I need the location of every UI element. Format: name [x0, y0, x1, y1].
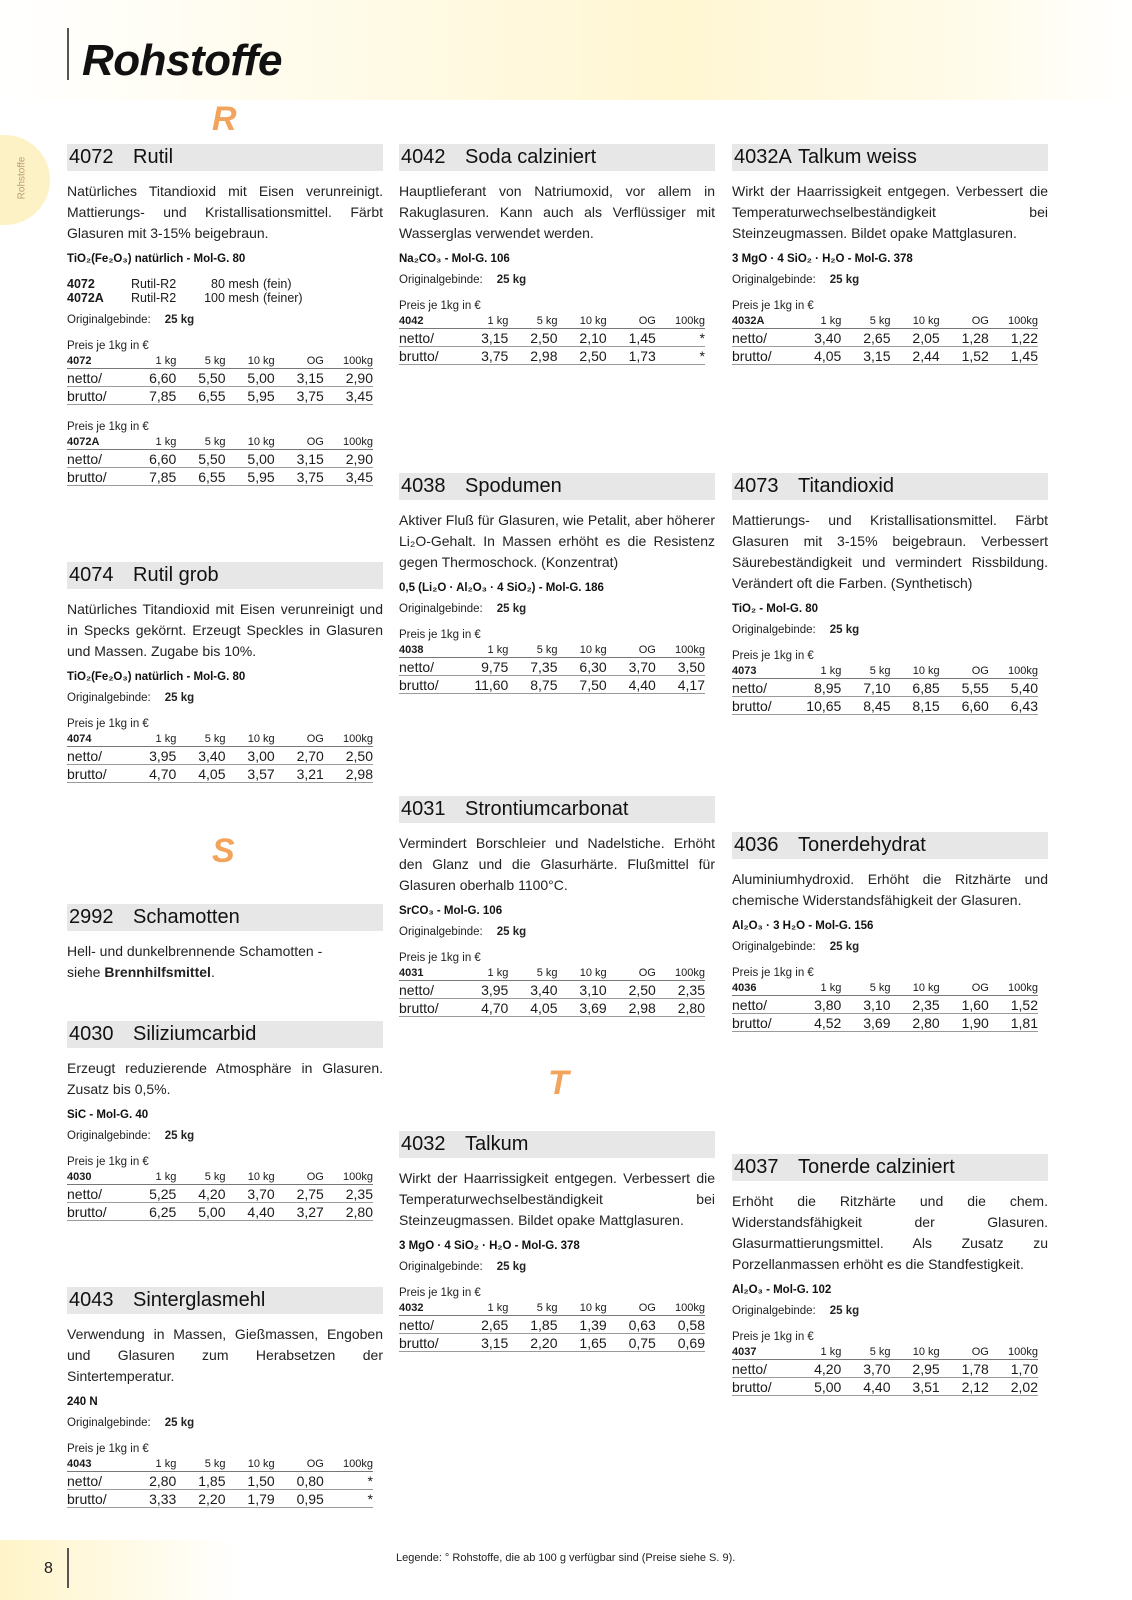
- product-description: Erhöht die Ritzhärte und die chem. Widerstandsfähigkeit der Glasuren. Glasurmattierungsmittel. Als Zusatz zu Porzellanmassen erhöht es die Standfestigkeit.: [732, 1193, 1048, 1272]
- product-formula: SrCO₃ - Mol-G. 106: [399, 905, 503, 917]
- price-label: Preis je 1kg in €: [399, 1287, 481, 1299]
- footer-band: [0, 1540, 240, 1600]
- product-code: 4032: [401, 1133, 446, 1155]
- product-description: Aktiver Fluß für Glasuren, wie Petalit, aber höherer Li₂O-Gehalt. In Massen erhöht es die Resistenz gegen Thermoschock. (Konzentrat): [399, 512, 715, 570]
- netto-row: netto/ 5,25 4,20 3,70 2,75 2,35: [67, 1185, 373, 1202]
- price-label: Preis je 1kg in €: [732, 967, 814, 979]
- package-size: Originalgebinde: 25 kg: [399, 274, 527, 286]
- product-header: [67, 562, 383, 589]
- brutto-row: brutto/ 3,75 2,98 2,50 1,73 *: [399, 347, 705, 364]
- netto-row: netto/ 6,60 5,50 5,00 3,15 2,90: [67, 369, 373, 386]
- price-label: Preis je 1kg in €: [399, 629, 481, 641]
- product-header: [67, 144, 383, 171]
- product-header: [67, 904, 383, 931]
- product-code: 4031: [401, 798, 446, 820]
- product-formula: 0,5 (Li₂O · Al₂O₃ · 4 SiO₂) - Mol-G. 186: [399, 582, 604, 594]
- product-formula: TiO₂(Fe₂O₃) natürlich - Mol-G. 80: [67, 671, 246, 683]
- price-label: Preis je 1kg in €: [732, 650, 814, 662]
- section-letter-r: R: [212, 100, 237, 138]
- netto-row: netto/ 3,80 3,10 2,35 1,60 1,52: [732, 996, 1038, 1013]
- product-name: Siliziumcarbid: [133, 1023, 257, 1045]
- product-formula: TiO₂ - Mol-G. 80: [732, 603, 819, 615]
- legend: Legende: ° Rohstoffe, die ab 100 g verfügbar sind (Preise siehe S. 9).: [396, 1552, 736, 1564]
- product-name: Tonerde calziniert: [798, 1156, 955, 1178]
- brutto-row: brutto/ 3,33 2,20 1,79 0,95 *: [67, 1490, 373, 1507]
- price-label: Preis je 1kg in €: [732, 1331, 814, 1343]
- product-formula: Na₂CO₃ - Mol-G. 106: [399, 253, 510, 265]
- product-code: 4073: [734, 475, 779, 497]
- netto-row: netto/ 8,95 7,10 6,85 5,55 5,40: [732, 679, 1038, 696]
- product-name: Titandioxid: [798, 475, 894, 497]
- product-description: Hauptlieferant von Natriumoxid, vor allem in Rakuglasuren. Kann auch als Verflüssiger mit Wasserglas verwendet werden.: [399, 183, 715, 241]
- brutto-row: brutto/ 7,85 6,55 5,95 3,75 3,45: [67, 468, 373, 485]
- product-code: 4030: [69, 1023, 114, 1045]
- package-size: Originalgebinde: 25 kg: [67, 1130, 195, 1142]
- section-letter-s: S: [212, 832, 235, 870]
- price-table: 4032A 1 kg 5 kg 10 kg OG 100kg netto/ 3,40 2,65 2,05 1,28 1,22 brutto/ 4,05 3,15 2,44 1,52 1,45: [732, 315, 1038, 364]
- product-talkum-weiss: [732, 144, 1048, 365]
- product-code: 2992: [69, 906, 114, 928]
- product-formula: 3 MgO · 4 SiO₂ · H₂O - Mol-G. 378: [399, 1240, 580, 1252]
- product-code: 4042: [401, 146, 446, 168]
- product-header: [399, 144, 715, 171]
- price-label: Preis je 1kg in €: [399, 300, 481, 312]
- price-label: Preis je 1kg in €: [67, 1156, 149, 1168]
- product-code: 4032A: [734, 146, 792, 168]
- variant-row: 4072A Rutil-R2 100 mesh (feiner): [67, 291, 303, 305]
- product-header: [399, 473, 715, 500]
- price-label: Preis je 1kg in €: [67, 421, 149, 433]
- product-siliziumcarbid: [67, 1021, 383, 1221]
- product-description: Natürliches Titandioxid mit Eisen verunreinigt. Mattierungs- und Kristallisationsmittel. Färbt Glasuren mit 3-15% beigebraun.: [67, 183, 383, 241]
- price-table: 4032 1 kg 5 kg 10 kg OG 100kg netto/ 2,65 1,85 1,39 0,63 0,58 brutto/ 3,15 2,20 1,65 0,75 0,69: [399, 1302, 705, 1351]
- product-tonerdehydrat: [732, 832, 1048, 1032]
- price-table: 4036 1 kg 5 kg 10 kg OG 100kg netto/ 3,80 3,10 2,35 1,60 1,52 brutto/ 4,52 3,69 2,80 1,90 1,81: [732, 982, 1038, 1031]
- product-description: Wirkt der Haarrissigkeit entgegen. Verbessert die Temperaturwechselbeständigkeit bei Steinzeugmassen. Bildet opake Mattglasuren.: [732, 183, 1048, 241]
- section-letter-t: T: [548, 1064, 569, 1102]
- product-header: [732, 832, 1048, 859]
- product-name: Tonerdehydrat: [798, 834, 926, 856]
- product-description: Erzeugt reduzierende Atmosphäre in Glasuren. Zusatz bis 0,5%.: [67, 1060, 383, 1097]
- package-size: Originalgebinde: 25 kg: [732, 624, 860, 636]
- brutto-row: brutto/ 10,65 8,45 8,15 6,60 6,43: [732, 697, 1038, 714]
- product-name: Rutil grob: [133, 564, 219, 586]
- product-code: 4036: [734, 834, 779, 856]
- package-size: Originalgebinde: 25 kg: [732, 941, 860, 953]
- product-name: Rutil: [133, 146, 174, 168]
- product-code: 4072: [69, 146, 114, 168]
- price-label: Preis je 1kg in €: [732, 300, 814, 312]
- product-description: Hell- und dunkelbrennende Schamotten - siehe Brennhilfsmittel.: [67, 943, 323, 980]
- product-formula: Al₂O₃ · 3 H₂O - Mol-G. 156: [732, 920, 874, 932]
- netto-row: netto/ 9,75 7,35 6,30 3,70 3,50: [399, 658, 705, 675]
- netto-row: netto/ 2,80 1,85 1,50 0,80 *: [67, 1472, 373, 1489]
- side-tab-label: Rohstoffe: [16, 156, 28, 200]
- variant-list: [67, 277, 383, 305]
- product-formula: SiC - Mol-G. 40: [67, 1109, 149, 1121]
- product-name: Strontiumcarbonat: [465, 798, 629, 820]
- netto-row: netto/ 3,95 3,40 3,10 2,50 2,35: [399, 981, 705, 998]
- netto-row: netto/ 4,20 3,70 2,95 1,78 1,70: [732, 1360, 1038, 1377]
- brutto-row: brutto/ 5,00 4,40 3,51 2,12 2,02: [732, 1378, 1038, 1395]
- product-header: [732, 1154, 1048, 1181]
- product-header: [399, 1131, 715, 1158]
- product-header: [67, 1021, 383, 1048]
- price-label: Preis je 1kg in €: [399, 952, 481, 964]
- product-spodumen: [399, 473, 715, 694]
- product-description: Verwendung in Massen, Gießmassen, Engoben und Glasuren zum Herabsetzen der Sintertemperatur.: [67, 1326, 383, 1384]
- product-talkum: [399, 1131, 715, 1352]
- package-size: Originalgebinde: 25 kg: [399, 603, 527, 615]
- page-number: 8: [44, 1560, 53, 1577]
- package-size: Originalgebinde: 25 kg: [67, 1417, 195, 1429]
- product-name: Talkum weiss: [798, 146, 917, 168]
- product-code: 4037: [734, 1156, 779, 1178]
- product-code: 4074: [69, 564, 114, 586]
- product-schamotten: [67, 904, 383, 983]
- price-table: 4074 1 kg 5 kg 10 kg OG 100kg netto/ 3,95 3,40 3,00 2,70 2,50 brutto/ 4,70 4,05 3,57 3,21 2,98: [67, 733, 373, 782]
- product-soda-calziniert: [399, 144, 715, 365]
- package-size: Originalgebinde: 25 kg: [67, 314, 195, 326]
- product-name: Sinterglasmehl: [133, 1289, 266, 1311]
- brennhilfsmittel-link[interactable]: Brennhilfsmittel: [104, 964, 211, 980]
- product-description: Wirkt der Haarrissigkeit entgegen. Verbessert die Temperaturwechselbeständigkeit bei Steinzeugmassen. Bildet opake Mattglasuren.: [399, 1170, 715, 1228]
- page-title: Rohstoffe: [82, 36, 283, 85]
- netto-row: netto/ 2,65 1,85 1,39 0,63 0,58: [399, 1316, 705, 1333]
- product-name: Soda calziniert: [465, 146, 597, 168]
- product-tonerde-calziniert: [732, 1154, 1048, 1396]
- product-formula: TiO₂(Fe₂O₃) natürlich - Mol-G. 80: [67, 253, 246, 265]
- product-code: 4043: [69, 1289, 114, 1311]
- product-description: Mattierungs- und Kristallisationsmittel. Färbt Glasuren mit 3-15% beigebraun. Verbessert Säurebeständigkeit und vermindert Rissbildung. Verändert oft die Farben. (Synthetisch): [732, 512, 1048, 591]
- price-table: 4042 1 kg 5 kg 10 kg OG 100kg netto/ 3,15 2,50 2,10 1,45 * brutto/ 3,75 2,98 2,50 1,73 *: [399, 315, 705, 364]
- price-table: 4031 1 kg 5 kg 10 kg OG 100kg netto/ 3,95 3,40 3,10 2,50 2,35 brutto/ 4,70 4,05 3,69 2,98 2,80: [399, 967, 705, 1016]
- product-header: [67, 1287, 383, 1314]
- product-rutil: [67, 144, 383, 486]
- product-formula: 3 MgO · 4 SiO₂ · H₂O - Mol-G. 378: [732, 253, 913, 265]
- brutto-row: brutto/ 7,85 6,55 5,95 3,75 3,45: [67, 387, 373, 404]
- product-header: [399, 796, 715, 823]
- netto-row: netto/ 3,95 3,40 3,00 2,70 2,50: [67, 747, 373, 764]
- product-name: Schamotten: [133, 906, 240, 928]
- price-label: Preis je 1kg in €: [67, 718, 149, 730]
- brutto-row: brutto/ 4,70 4,05 3,57 3,21 2,98: [67, 765, 373, 782]
- price-table: 4030 1 kg 5 kg 10 kg OG 100kg netto/ 5,25 4,20 3,70 2,75 2,35 brutto/ 6,25 5,00 4,40 3,27 2,80: [67, 1171, 373, 1220]
- page-number-rule: [67, 1548, 69, 1588]
- variant-row: 4072 Rutil-R2 80 mesh (fein): [67, 277, 292, 291]
- package-size: Originalgebinde: 25 kg: [732, 274, 860, 286]
- brutto-row: brutto/ 6,25 5,00 4,40 3,27 2,80: [67, 1203, 373, 1220]
- price-label: Preis je 1kg in €: [67, 340, 149, 352]
- product-header: [732, 144, 1048, 171]
- brutto-row: brutto/ 4,70 4,05 3,69 2,98 2,80: [399, 999, 705, 1016]
- netto-row: netto/ 3,15 2,50 2,10 1,45 *: [399, 329, 705, 346]
- product-name: Spodumen: [465, 475, 562, 497]
- price-table: 4072A 1 kg 5 kg 10 kg OG 100kg netto/ 6,60 5,50 5,00 3,15 2,90 brutto/ 7,85 6,55 5,95 3,75 3,45: [67, 436, 373, 485]
- package-size: Originalgebinde: 25 kg: [732, 1305, 860, 1317]
- product-code: 4038: [401, 475, 446, 497]
- product-name: Talkum: [465, 1133, 529, 1155]
- package-size: Originalgebinde: 25 kg: [399, 926, 527, 938]
- price-table: 4072 1 kg 5 kg 10 kg OG 100kg netto/ 6,60 5,50 5,00 3,15 2,90 brutto/ 7,85 6,55 5,95 3,75 3,45: [67, 355, 373, 404]
- product-sinterglasmehl: [67, 1287, 383, 1508]
- price-table: 4043 1 kg 5 kg 10 kg OG 100kg netto/ 2,80 1,85 1,50 0,80 * brutto/ 3,33 2,20 1,79 0,95 *: [67, 1458, 373, 1507]
- package-size: Originalgebinde: 25 kg: [399, 1261, 527, 1273]
- product-description: Natürliches Titandioxid mit Eisen verunreinigt und in Specks gekörnt. Erzeugt Speckles in Glasuren und Massen. Zugabe bis 10%.: [67, 601, 383, 659]
- product-formula: 240 N: [67, 1396, 98, 1408]
- brutto-row: brutto/ 11,60 8,75 7,50 4,40 4,17: [399, 676, 705, 693]
- netto-row: netto/ 6,60 5,50 5,00 3,15 2,90: [67, 450, 373, 467]
- product-header: [732, 473, 1048, 500]
- product-description: Aluminiumhydroxid. Erhöht die Ritzhärte und chemische Widerstandsfähigkeit der Glasuren.: [732, 871, 1048, 908]
- package-size: Originalgebinde: 25 kg: [67, 692, 195, 704]
- price-table: 4073 1 kg 5 kg 10 kg OG 100kg netto/ 8,95 7,10 6,85 5,55 5,40 brutto/ 10,65 8,45 8,15 6,60 6,43: [732, 665, 1038, 714]
- price-label: Preis je 1kg in €: [67, 1443, 149, 1455]
- brutto-row: brutto/ 4,05 3,15 2,44 1,52 1,45: [732, 347, 1038, 364]
- product-rutil-grob: [67, 562, 383, 783]
- product-description: Vermindert Borschleier und Nadelstiche. Erhöht den Glanz und die Glasurhärte. Flußmittel für Glasuren oberhalb 1100°C.: [399, 835, 715, 893]
- price-table: 4037 1 kg 5 kg 10 kg OG 100kg netto/ 4,20 3,70 2,95 1,78 1,70 brutto/ 5,00 4,40 3,51 2,12 2,02: [732, 1346, 1038, 1395]
- brutto-row: brutto/ 4,52 3,69 2,80 1,90 1,81: [732, 1014, 1038, 1031]
- title-rule: [67, 28, 69, 80]
- product-formula: Al₂O₃ - Mol-G. 102: [732, 1284, 832, 1296]
- price-table: 4038 1 kg 5 kg 10 kg OG 100kg netto/ 9,75 7,35 6,30 3,70 3,50 brutto/ 11,60 8,75 7,50 4,40 4,17: [399, 644, 705, 693]
- netto-row: netto/ 3,40 2,65 2,05 1,28 1,22: [732, 329, 1038, 346]
- brutto-row: brutto/ 3,15 2,20 1,65 0,75 0,69: [399, 1334, 705, 1351]
- product-titandioxid: [732, 473, 1048, 715]
- product-strontiumcarbonat: [399, 796, 715, 1017]
